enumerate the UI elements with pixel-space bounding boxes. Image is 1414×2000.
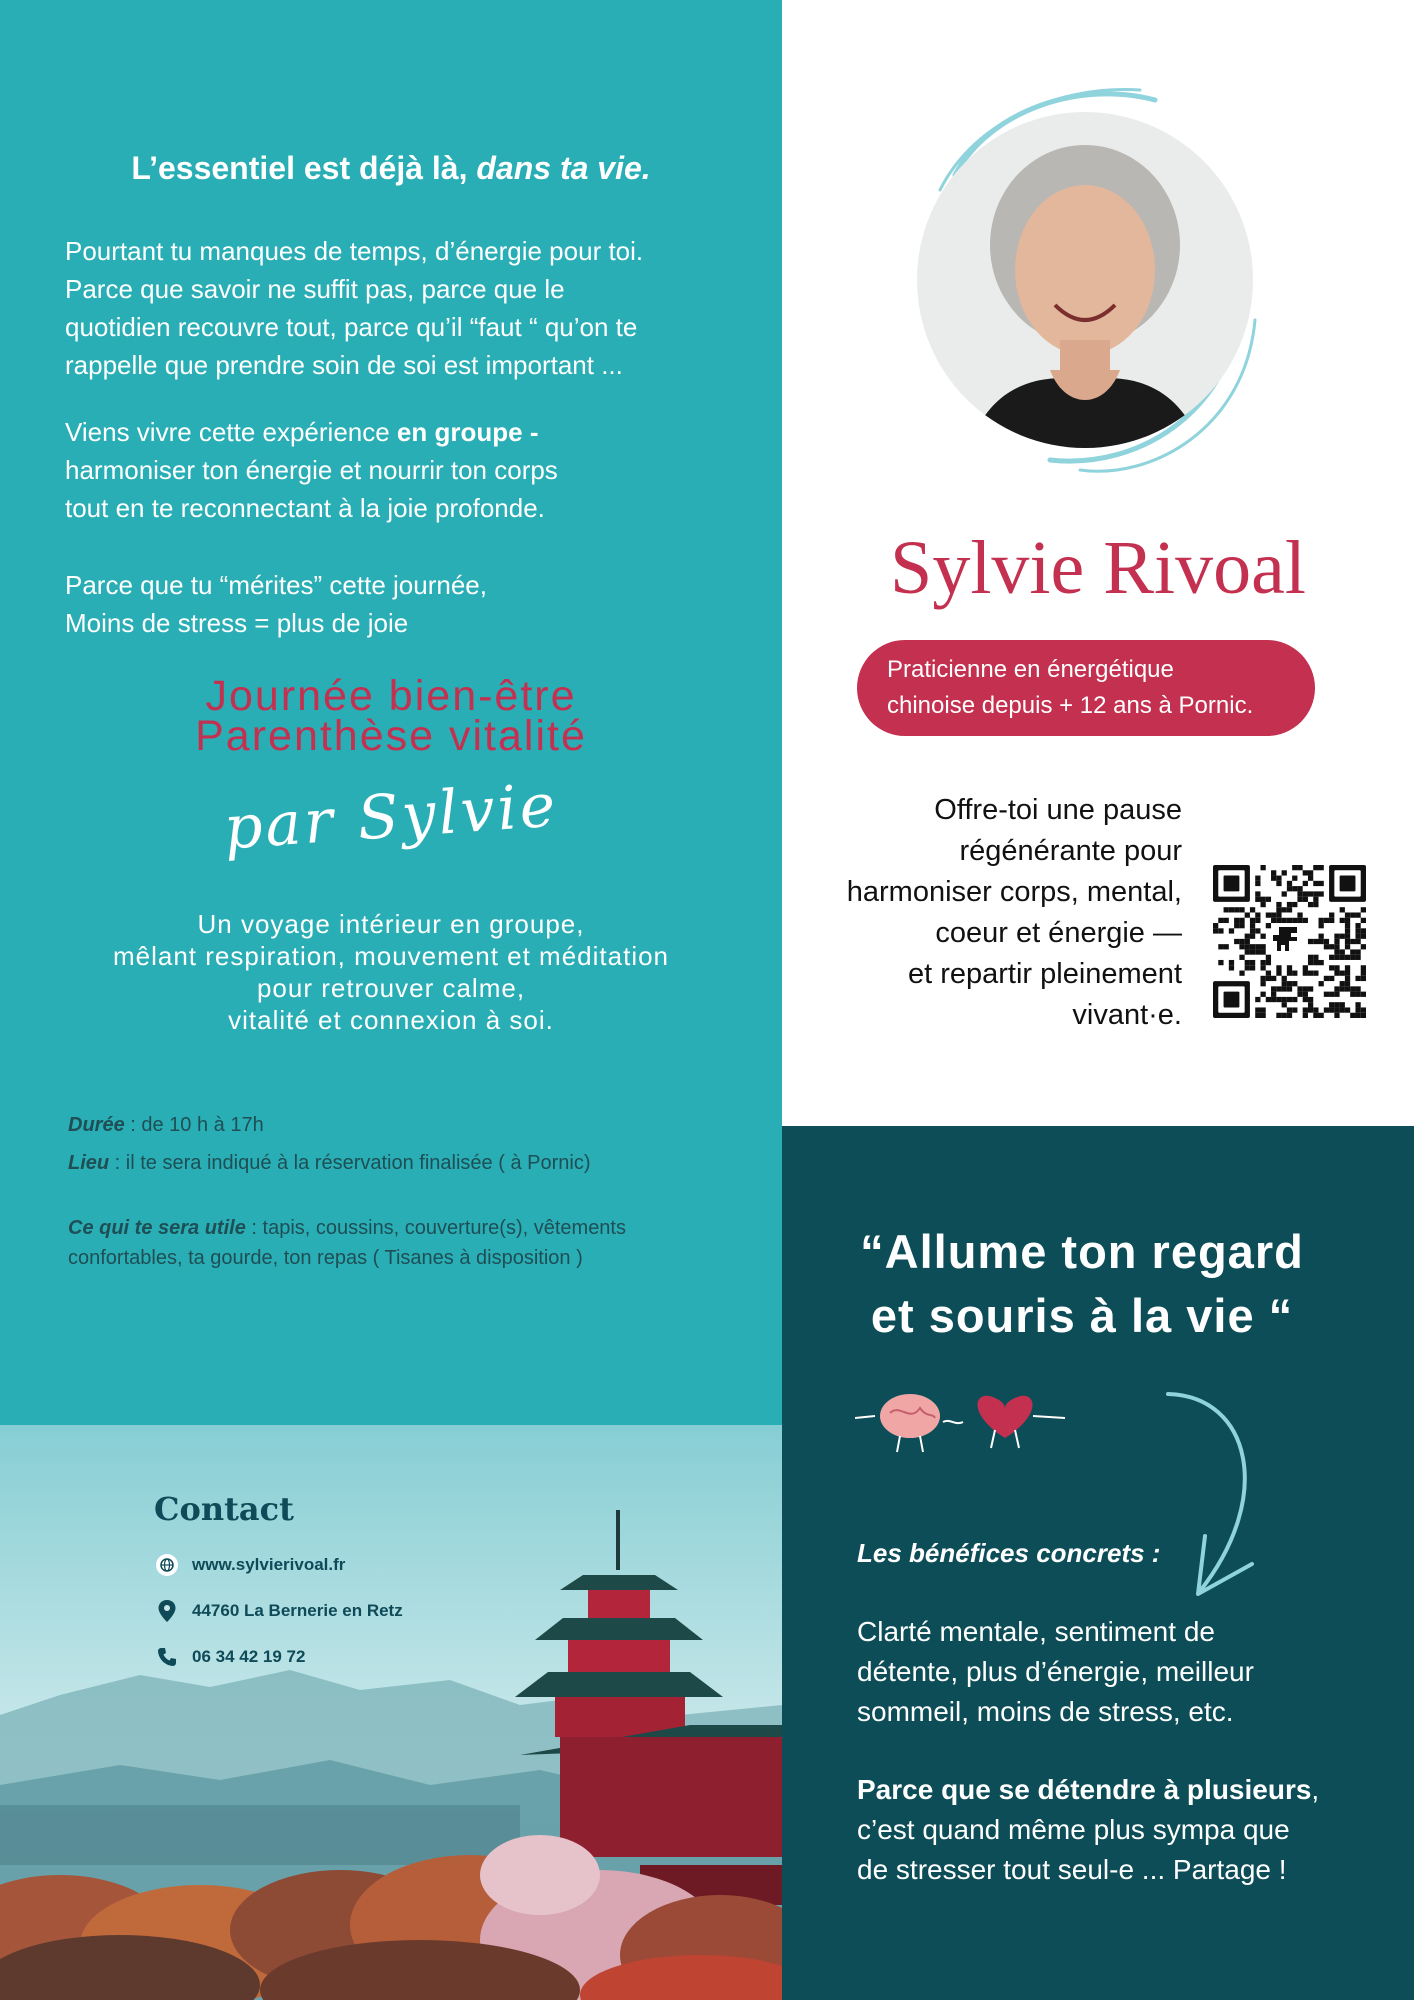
badge-line2: chinoise depuis + 12 ans à Pornic. — [887, 692, 1254, 719]
intro-line: Pourtant tu manques de temps, d’énergie pour toi. — [65, 236, 644, 266]
invite-start: Viens vivre cette expérience — [65, 417, 397, 447]
offer-text — [790, 790, 1182, 1036]
practitioner-name: Sylvie Rivoal — [890, 526, 1306, 610]
location-pin-icon — [154, 1598, 180, 1624]
share-line: de stresser tout seul-e ... Partage ! — [857, 1854, 1287, 1885]
left-teal-panel — [0, 0, 782, 1425]
headline-italic: dans ta vie. — [476, 150, 651, 186]
event-script-signature: par Sylvie — [221, 770, 561, 864]
voyage-description — [40, 908, 742, 1036]
practitioner-badge — [857, 640, 1315, 736]
headline-main: L’essentiel est déjà là, — [131, 150, 468, 186]
phone-text[interactable]: 06 34 42 19 72 — [192, 1647, 306, 1666]
duree-label: Durée — [68, 1114, 125, 1136]
merit-line: Parce que tu “mérites” cette journée, — [65, 570, 487, 600]
utile-label: Ce qui te sera utile — [68, 1217, 246, 1239]
benefits-list — [857, 1612, 1357, 1732]
merit-line: Moins de stress = plus de joie — [65, 608, 409, 638]
offer-line: coeur et énergie — — [935, 917, 1182, 949]
quote — [782, 1220, 1382, 1348]
info-utile — [68, 1213, 748, 1273]
quote-line2: et souris à la vie “ — [870, 1289, 1294, 1342]
share-line: c’est quand même plus sympa que — [857, 1814, 1290, 1845]
intro-line: rappelle que prendre soin de soi est important ... — [65, 350, 623, 380]
benefits-line: Clarté mentale, sentiment de — [857, 1616, 1215, 1647]
website-text[interactable]: www.sylvierivoal.fr — [192, 1555, 346, 1574]
voyage-line: vitalité et connexion à soi. — [228, 1005, 554, 1035]
share-bold: Parce que se détendre à plusieurs — [857, 1774, 1312, 1805]
voyage-line: Un voyage intérieur en groupe, — [197, 909, 585, 939]
headline — [0, 150, 782, 187]
intro-line: quotidien recouvre tout, parce qu’il “faut “ qu’on te — [65, 312, 638, 342]
offer-line: harmoniser corps, mental, — [846, 876, 1182, 908]
phone-row[interactable] — [154, 1634, 403, 1680]
lieu-value: : il te sera indiqué à la réservation finalisée ( à Pornic) — [109, 1152, 591, 1174]
invite-line: tout en te reconnectant à la joie profonde. — [65, 493, 545, 523]
merit-paragraph — [65, 566, 745, 642]
address-text: 44760 La Bernerie en Retz — [192, 1601, 403, 1620]
invite-line — [65, 413, 745, 451]
website-link[interactable] — [154, 1542, 403, 1588]
qr-code[interactable] — [1213, 865, 1366, 1018]
invite-bold: en groupe - — [396, 417, 539, 447]
info-duree — [68, 1110, 748, 1140]
intro-paragraph — [65, 232, 745, 384]
utile-value: : tapis, coussins, couverture(s), vêtements — [245, 1217, 626, 1239]
benefits-line: sommeil, moins de stress, etc. — [857, 1696, 1234, 1727]
offer-line: vivant·e. — [1072, 999, 1182, 1031]
offer-line: régénérante pour — [959, 835, 1182, 867]
voyage-line: pour retrouver calme, — [256, 973, 526, 1003]
duree-value: : de 10 h à 17h — [124, 1114, 264, 1136]
share-comma: , — [1311, 1774, 1320, 1805]
offer-line: Offre-toi une pause — [934, 794, 1182, 826]
event-title-line2: Parenthèse vitalité — [195, 712, 587, 760]
invite-line: harmoniser ton énergie et nourrir ton corps — [65, 455, 558, 485]
lieu-label: Lieu — [68, 1152, 110, 1174]
brain-heart-illustration — [855, 1388, 1075, 1456]
curved-arrow-icon — [1160, 1386, 1280, 1606]
invite-paragraph — [65, 413, 745, 527]
voyage-line: mêlant respiration, mouvement et méditation — [112, 941, 670, 971]
benefits-line: détente, plus d’énergie, meilleur — [857, 1656, 1254, 1687]
phone-icon — [154, 1644, 180, 1670]
badge-line1: Praticienne en énergétique — [887, 656, 1174, 683]
offer-line: et repartir pleinement — [907, 958, 1182, 990]
portrait-photo — [900, 70, 1270, 490]
event-title-line1: Journée bien-être — [205, 672, 577, 720]
event-title — [0, 672, 782, 760]
share-paragraph — [857, 1770, 1357, 1890]
contact-block — [154, 1490, 403, 1680]
contact-title: Contact — [154, 1490, 294, 1528]
benefits-title: Les bénéfices concrets : — [857, 1538, 1161, 1568]
globe-icon — [154, 1552, 180, 1578]
quote-line1: “Allume ton regard — [860, 1225, 1304, 1278]
address-row — [154, 1588, 403, 1634]
info-lieu — [68, 1148, 748, 1178]
intro-line: Parce que savoir ne suffit pas, parce que le — [65, 274, 565, 304]
utile-value-line2: confortables, ta gourde, ton repas ( Tisanes à disposition ) — [68, 1247, 583, 1269]
